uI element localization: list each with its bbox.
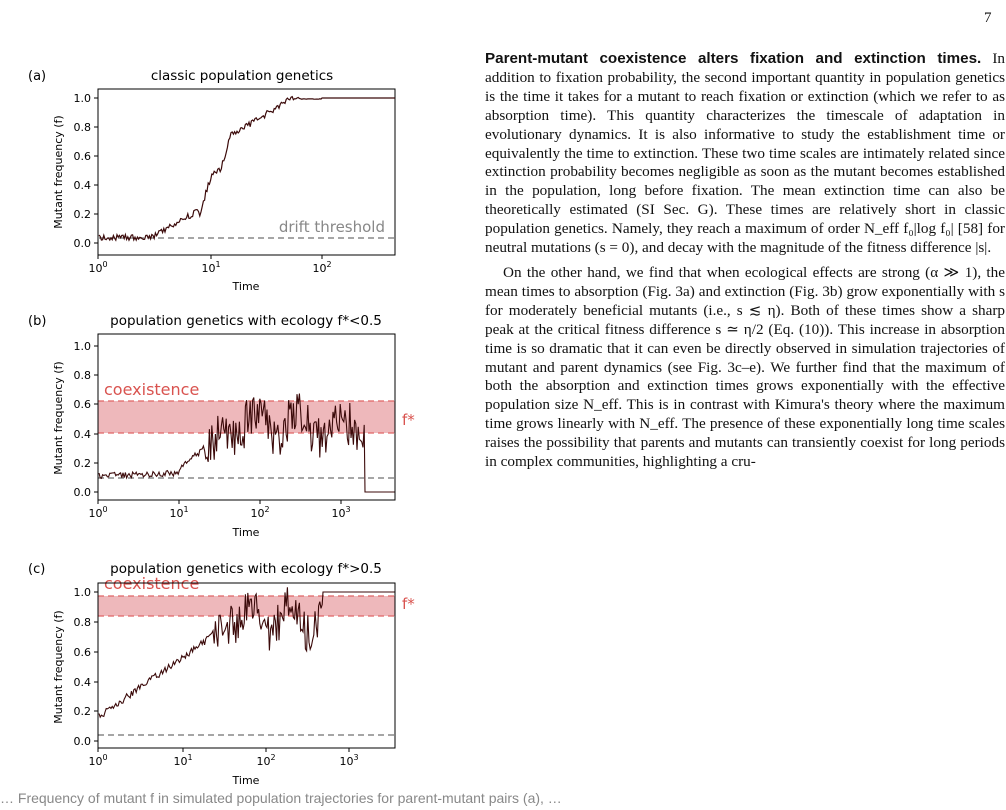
- panel-c-fstar-label: f*: [402, 595, 415, 613]
- xtick: $10^2$: [312, 260, 332, 275]
- panel-b-fstar-label: f*: [402, 411, 415, 429]
- panel-a: [28, 68, 395, 293]
- svg-text:0.8: 0.8: [73, 616, 91, 629]
- svg-text:0.2: 0.2: [73, 705, 91, 718]
- ytick: [74, 121, 99, 134]
- svg-text:0.4: 0.4: [73, 676, 91, 689]
- panel-b-xticks: [88, 500, 350, 520]
- ytick: [74, 428, 99, 441]
- panel-b: [28, 313, 415, 539]
- ytick: [74, 179, 99, 192]
- panel-b-band-label: coexistence: [104, 380, 200, 399]
- ytick: [74, 237, 99, 250]
- panel-b-letter: (b): [28, 314, 47, 329]
- panel-b-ylabel: Mutant frequency (f): [52, 361, 65, 475]
- ytick: [74, 486, 99, 499]
- xtick: $10^1$: [201, 260, 221, 275]
- ytick: [74, 92, 99, 105]
- ytick: [74, 646, 99, 659]
- xtick: $10^3$: [339, 753, 359, 768]
- panel-c-xticks: [88, 748, 358, 768]
- ytick: [74, 457, 99, 470]
- xtick: $10^1$: [173, 753, 193, 768]
- ytick: [74, 369, 99, 382]
- ytick: [74, 586, 99, 599]
- xtick: $10^2$: [250, 505, 270, 520]
- ytick: [74, 705, 99, 718]
- panel-a-xticks: [88, 255, 331, 275]
- panel-b-yticks: [74, 340, 99, 499]
- svg-text:0.8: 0.8: [73, 369, 91, 382]
- xtick: $10^2$: [256, 753, 276, 768]
- figure: [0, 0, 470, 809]
- ytick: [74, 735, 99, 748]
- panel-c: [28, 561, 415, 787]
- panel-b-title: population genetics with ecology f*<0.5: [110, 313, 382, 329]
- svg-text:0.0: 0.0: [73, 237, 91, 250]
- panel-a-ylabel: Mutant frequency (f): [52, 115, 65, 229]
- svg-text:0.0: 0.0: [73, 735, 91, 748]
- text-column: [485, 50, 1005, 472]
- svg-text:0.8: 0.8: [73, 121, 91, 134]
- ytick: [74, 676, 99, 689]
- paragraph-1-text: In addition to fixation probability, the second important quantity in population genetics is the time it takes for a mutant to reach fixation or extinction (which we refer to as absorption time). This quantity characterizes the timescale of adaptation in evolutionary dynamics. It is also informative to study the establishment time or equivalently the time to extinction. These two time scales are intimately related since extinction probability becomes negligible as soon as the mutant becomes established in the population, long before fixation. The mean extinction time can also be theoretically estimated (SI Sec. G). These times are relatively short in classic population genetics. Namely, they reach a maximum of order N_eff f₀|log f₀| [58] for neutral mutations (s = 0), and decay with the magnitude of the fitness difference |s|.: [485, 50, 1005, 257]
- panel-c-letter: (c): [28, 562, 46, 577]
- page-number: 7: [984, 10, 992, 26]
- svg-text:0.6: 0.6: [73, 646, 91, 659]
- ytick: [74, 616, 99, 629]
- svg-text:0.6: 0.6: [73, 398, 91, 411]
- panel-a-yticks: [74, 92, 99, 250]
- svg-text:1.0: 1.0: [73, 586, 91, 599]
- paragraph-1: [485, 50, 1005, 258]
- svg-text:0.4: 0.4: [73, 428, 91, 441]
- svg-text:1.0: 1.0: [73, 340, 91, 353]
- figure-svg: [0, 0, 470, 809]
- panel-a-drift-label: drift threshold: [278, 218, 385, 236]
- ytick: [74, 150, 99, 163]
- svg-text:0.4: 0.4: [73, 179, 91, 192]
- svg-text:0.2: 0.2: [73, 457, 91, 470]
- panel-a-title: classic population genetics: [150, 68, 334, 84]
- ytick: [74, 208, 99, 221]
- panel-c-band-label: coexistence: [104, 574, 200, 593]
- xtick: $10^3$: [331, 505, 351, 520]
- xtick: $10^0$: [88, 505, 108, 520]
- xtick: $10^0$: [88, 260, 108, 275]
- section-heading: Parent-mutant coexistence alters fixation and extinction times.: [485, 50, 982, 67]
- ytick: [74, 398, 99, 411]
- figure-caption: … Frequency of mutant f in simulated population trajectories for parent-mutant pairs (a), …: [0, 790, 562, 806]
- panel-a-xlabel: Time: [232, 280, 260, 293]
- panel-a-letter: (a): [28, 69, 47, 84]
- svg-text:0.6: 0.6: [73, 150, 91, 163]
- panel-c-ylabel: Mutant frequency (f): [52, 610, 65, 724]
- xtick: $10^0$: [88, 753, 108, 768]
- panel-c-title: population genetics with ecology f*>0.5: [110, 561, 382, 577]
- ytick: [74, 340, 99, 353]
- paragraph-2: On the other hand, we find that when ecological effects are strong (α ≫ 1), the mean times to absorption (Fig. 3a) and extinction (Fig. 3b) grow exponentially with s for moderately beneficial mutants (i.e., s ≲ η). Both of these times show a sharp peak at the critical fitness difference s ≃ η/2 (Eq. (10)). This increase in absorption time is so dramatic that it can even be directly observed in simulation trajectories of mutant and parent dynamics (see Fig. 3c–e). We further find that the maximum of both the absorption and extinction times grows exponentially with the effective population size N_eff. This is in contrast with Kimura's theory where the maximum time grows linearly with N_eff. The presence of these exponentially long time scales raises the possibility that parents and mutants can transiently coexist for long periods in complex communities, highlighting a cru-: [485, 263, 1005, 471]
- svg-text:0.2: 0.2: [73, 208, 91, 221]
- panel-b-xlabel: Time: [232, 526, 260, 539]
- panel-c-xlabel: Time: [232, 774, 260, 787]
- svg-text:1.0: 1.0: [73, 92, 91, 105]
- xtick: $10^1$: [169, 505, 189, 520]
- svg-text:0.0: 0.0: [73, 486, 91, 499]
- panel-c-yticks: [74, 586, 99, 748]
